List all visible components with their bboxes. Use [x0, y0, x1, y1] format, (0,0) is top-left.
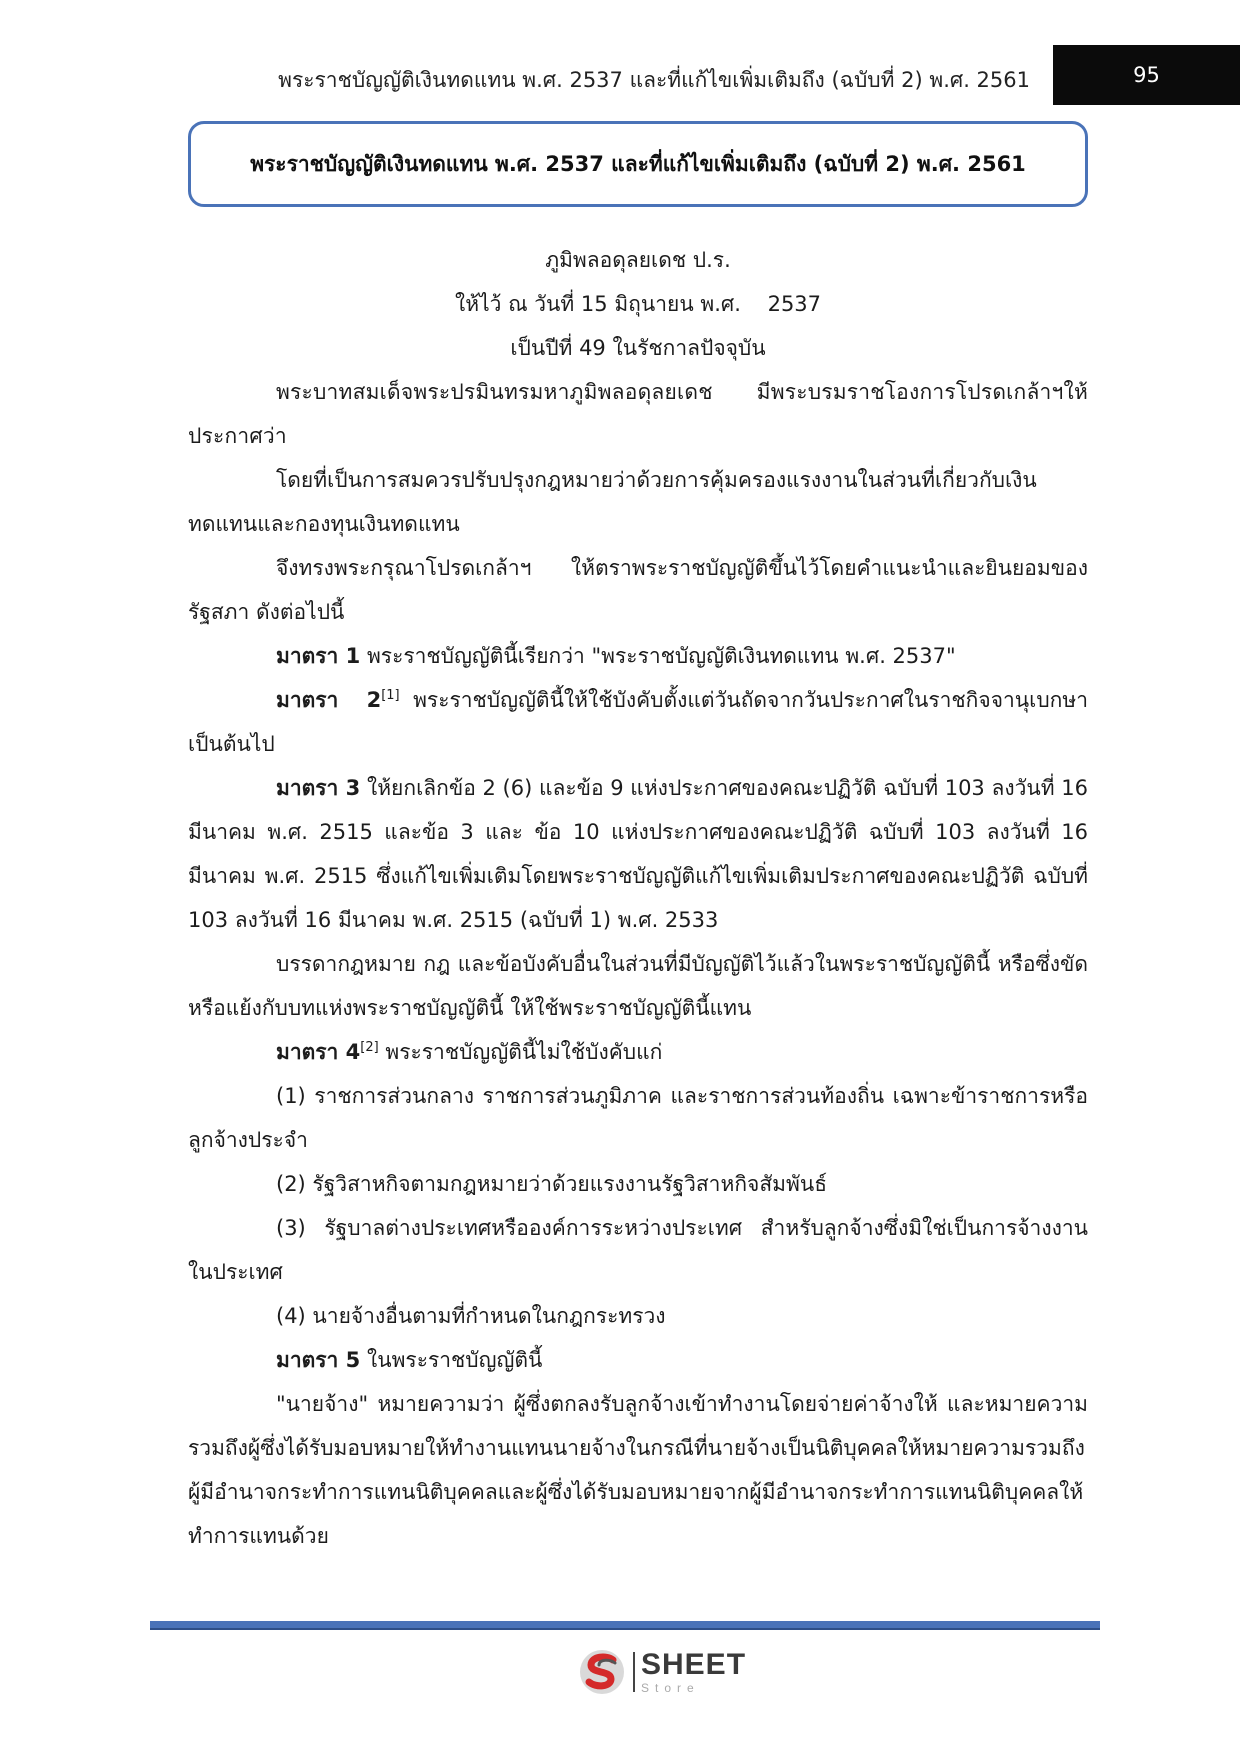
section-1: [188, 634, 1088, 678]
given-date: ให้ไว้ ณ วันที่ 15 มิถุนายน พ.ศ. 2537: [454, 292, 822, 316]
section-3-text: ให้ยกเลิกข้อ 2 (6) และข้อ 9 แห่งประกาศของคณะปฏิวัติ ฉบับที่ 103 ลงวันที่ 16 มีนาคม พ.ศ. 2515 และข้อ 3 และ ข้อ 10 แห่งประกาศของคณะปฏิวัติ ฉบับที่ 103 ลงวันที่ 16 มีนาคม พ.ศ. 2515 ซึ่งแก้ไขเพิ่มเติมโดยพระราชบัญญัติแก้ไขเพิ่มเติมประกาศของคณะปฏิวัติ ฉบับที่ 103 ลงวันที่ 16 มีนาคม พ.ศ. 2515 (ฉบับที่ 1) พ.ศ. 2533: [188, 776, 1088, 932]
section-4-label: มาตรา 4: [276, 1040, 361, 1064]
footnote-ref-2[interactable]: [2]: [360, 1040, 379, 1055]
section-5-label: มาตรา 5: [276, 1348, 361, 1372]
definition-employer: "นายจ้าง" หมายความว่า ผู้ซึ่งตกลงรับลูกจ้างเข้าทำงานโดยจ่ายค่าจ้างให้ และหมายความรวมถึงผู้ซึ่งได้รับมอบหมายให้ทำงานแทนนายจ้างในกรณีที่นายจ้างเป็นนิติบุคคลให้หมายความรวมถึงผู้มีอำนาจกระทำการแทนนิติบุคคลและผู้ซึ่งได้รับมอบหมายจากผู้มีอำนาจกระทำการแทนนิติบุคคลให้ทำการแทนด้วย: [188, 1392, 1088, 1548]
proclamation-paragraph: พระบาทสมเด็จพระปรมินทรมหาภูมิพลอดุลยเดช มีพระบรมราชโองการโปรดเกล้าฯให้ประกาศว่า: [188, 380, 1088, 448]
section-5-text: ในพระราชบัญญัตินี้: [360, 1348, 543, 1372]
section-4-item-3: (3) รัฐบาลต่างประเทศหรือองค์การระหว่างประเทศ สำหรับลูกจ้างซึ่งมิใช่เป็นการจ้างงานในประเทศ: [188, 1216, 1088, 1284]
logo-word: SHEET: [641, 1648, 747, 1681]
section-3-paragraph-2: บรรดากฎหมาย กฎ และข้อบังคับอื่นในส่วนที่มีบัญญัติไว้แล้วในพระราชบัญญัตินี้ หรือซึ่งขัดหรือแย้งกับบทแห่งพระราชบัญญัตินี้ ให้ใช้พระราชบัญญัตินี้แทน: [188, 952, 1088, 1020]
document-title: พระราชบัญญัติเงินทดแทน พ.ศ. 2537 และที่แก้ไขเพิ่มเติมถึง (ฉบับที่ 2) พ.ศ. 2561: [250, 151, 1026, 176]
section-5: [188, 1338, 1088, 1382]
section-3-label: มาตรา 3: [276, 776, 361, 800]
sheet-store-logo-icon: [577, 1647, 627, 1697]
reign-year: เป็นปีที่ 49 ในรัชกาลปัจจุบัน: [510, 336, 766, 360]
page-number: 95: [1133, 63, 1160, 87]
section-2-label: มาตรา 2: [276, 688, 382, 712]
section-4-text: พระราชบัญญัตินี้ไม่ใช้บังคับแก่: [378, 1040, 663, 1064]
section-4-item-2: (2) รัฐวิสาหกิจตามกฎหมายว่าด้วยแรงงานรัฐวิสาหกิจสัมพันธ์: [276, 1172, 828, 1196]
section-4-item-1: (1) ราชการส่วนกลาง ราชการส่วนภูมิภาค และราชการส่วนท้องถิ่น เฉพาะข้าราชการหรือลูกจ้างประจำ: [188, 1084, 1088, 1152]
document-body: [188, 238, 1088, 1558]
running-header: พระราชบัญญัติเงินทดแทน พ.ศ. 2537 และที่แก้ไขเพิ่มเติมถึง (ฉบับที่ 2) พ.ศ. 2561: [278, 68, 1030, 92]
section-1-label: มาตรา 1: [276, 644, 361, 668]
enactment-paragraph: จึงทรงพระกรุณาโปรดเกล้าฯ ให้ตราพระราชบัญญัติขึ้นไว้โดยคำแนะนำและยินยอมของรัฐสภา ดังต่อไปนี้: [188, 556, 1088, 624]
logo-text: [641, 1650, 746, 1694]
king-signature: ภูมิพลอดุลยเดช ป.ร.: [545, 248, 731, 272]
sheet-store-logo: [577, 1644, 747, 1700]
section-4: [188, 1030, 1088, 1074]
section-2-text: พระราชบัญญัตินี้ให้ใช้บังคับตั้งแต่วันถัดจากวันประกาศในราชกิจจานุเบกษา เป็นต้นไป: [188, 688, 1088, 756]
footer-rule: [150, 1621, 1100, 1630]
document-title-box: [188, 121, 1088, 207]
reason-paragraph: โดยที่เป็นการสมควรปรับปรุงกฎหมายว่าด้วยการคุ้มครองแรงงานในส่วนที่เกี่ยวกับเงินทดแทนและกองทุนเงินทดแทน: [188, 468, 1037, 536]
logo-divider: [633, 1652, 635, 1692]
footnote-ref-1[interactable]: [1]: [381, 688, 400, 703]
logo-subtext: Store: [641, 1681, 700, 1695]
section-3: [188, 766, 1088, 942]
section-2: [188, 678, 1088, 766]
page-number-tab: [1053, 45, 1240, 105]
section-1-text: พระราชบัญญัตินี้เรียกว่า "พระราชบัญญัติเงินทดแทน พ.ศ. 2537": [360, 644, 956, 668]
section-4-item-4: (4) นายจ้างอื่นตามที่กำหนดในกฎกระทรวง: [276, 1304, 666, 1328]
